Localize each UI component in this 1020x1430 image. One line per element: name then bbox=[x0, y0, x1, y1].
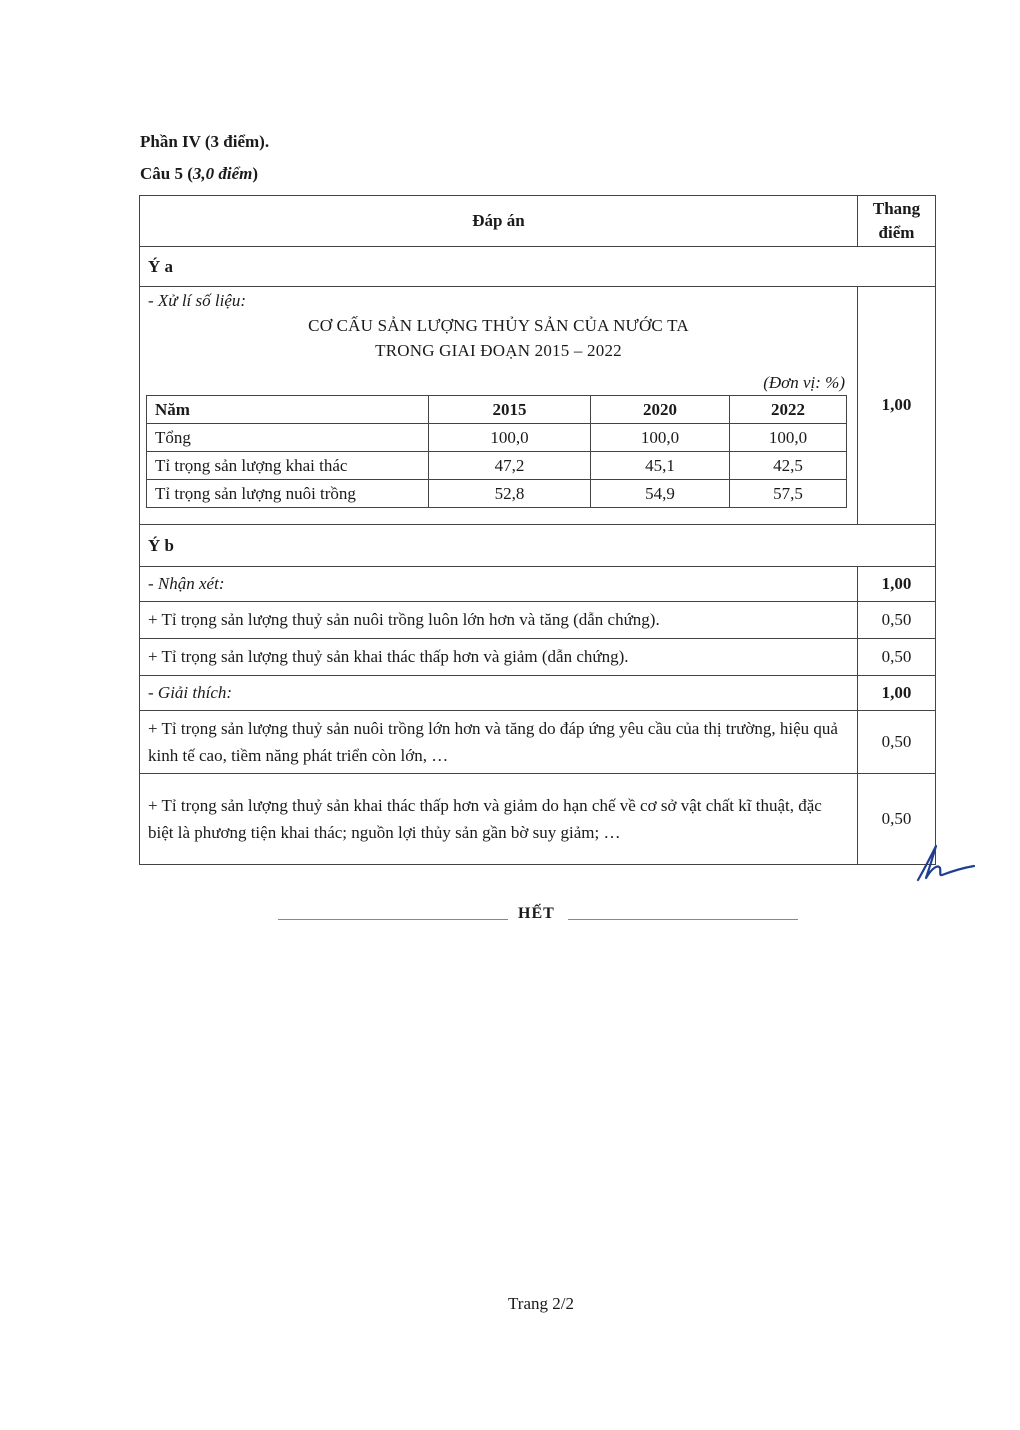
data-table bbox=[146, 395, 847, 508]
signature-mark bbox=[912, 842, 978, 884]
comment-score: 1,00 bbox=[858, 567, 936, 602]
cell-value: 100,0 bbox=[591, 424, 730, 452]
answer-table bbox=[139, 195, 936, 865]
explain-1-score: 0,50 bbox=[858, 711, 936, 774]
cell-value: 52,8 bbox=[429, 480, 591, 508]
end-word: HẾT bbox=[518, 905, 555, 922]
col-2022: 2022 bbox=[730, 396, 847, 424]
part-b-label: Ý b bbox=[140, 525, 936, 567]
part-heading: Phần IV (3 điểm). bbox=[140, 132, 270, 151]
col-2015: 2015 bbox=[429, 396, 591, 424]
explain-2-score: 0,50 bbox=[858, 774, 936, 865]
question-label: Câu 5 ( bbox=[140, 164, 193, 183]
explain-1: + Tỉ trọng sản lượng thuỷ sản nuôi trồng lớn hơn và tăng do đáp ứng yêu cầu của thị trường, hiệu quả kinh tế cao, tiềm năng phát triển còn lớn, … bbox=[140, 711, 858, 774]
cell-value: 57,5 bbox=[730, 480, 847, 508]
col-year: Năm bbox=[147, 396, 429, 424]
data-title-line1: CƠ CẤU SẢN LƯỢNG THỦY SẢN CỦA NƯỚC TA bbox=[308, 316, 689, 335]
score-header bbox=[858, 196, 936, 247]
explain-score: 1,00 bbox=[858, 676, 936, 711]
question-points: 3,0 điểm bbox=[192, 164, 253, 183]
cell-value: 47,2 bbox=[429, 452, 591, 480]
part-a-intro: - Xử lí số liệu: bbox=[148, 291, 247, 310]
score-header-line1: Thang bbox=[872, 199, 921, 218]
part-a-score: 1,00 bbox=[858, 287, 936, 525]
col-2020: 2020 bbox=[591, 396, 730, 424]
comment-2-score: 0,50 bbox=[858, 639, 936, 676]
comment-2: + Tỉ trọng sản lượng thuỷ sản khai thác thấp hơn và giảm (dẫn chứng). bbox=[140, 639, 858, 676]
question-close: ) bbox=[252, 164, 259, 183]
data-table-header-row bbox=[147, 396, 847, 424]
data-unit: (Đơn vị: %) bbox=[763, 373, 845, 392]
part-a-content bbox=[140, 287, 858, 525]
table-row bbox=[147, 480, 847, 508]
score-header-line2: điểm bbox=[878, 223, 915, 242]
cell-value: 42,5 bbox=[730, 452, 847, 480]
end-line-left bbox=[278, 919, 508, 920]
data-title-line2: TRONG GIAI ĐOẠN 2015 – 2022 bbox=[375, 341, 622, 360]
question-heading bbox=[140, 164, 258, 184]
row-label: Tỉ trọng sản lượng nuôi trồng bbox=[147, 480, 429, 508]
page-number: Trang 2/2 bbox=[508, 1294, 574, 1313]
explain-heading: - Giải thích: bbox=[140, 676, 858, 711]
end-line-right bbox=[568, 919, 798, 920]
row-label: Tỉ trọng sản lượng khai thác bbox=[147, 452, 429, 480]
table-row bbox=[147, 452, 847, 480]
cell-value: 100,0 bbox=[730, 424, 847, 452]
end-marker bbox=[278, 905, 798, 929]
comment-1: + Tỉ trọng sản lượng thuỷ sản nuôi trồng luôn lớn hơn và tăng (dẫn chứng). bbox=[140, 602, 858, 639]
comment-heading: - Nhận xét: bbox=[140, 567, 858, 602]
comment-1-score: 0,50 bbox=[858, 602, 936, 639]
cell-value: 45,1 bbox=[591, 452, 730, 480]
signature-stroke bbox=[918, 846, 974, 880]
explain-2: + Tỉ trọng sản lượng thuỷ sản khai thác thấp hơn và giảm do hạn chế về cơ sở vật chất kĩ thuật, đặc biệt là phương tiện khai thác; nguồn lợi thủy sản gần bờ suy giảm; … bbox=[140, 774, 858, 865]
answer-header: Đáp án bbox=[140, 196, 858, 247]
cell-value: 100,0 bbox=[429, 424, 591, 452]
part-a-label: Ý a bbox=[140, 247, 936, 287]
table-row bbox=[147, 424, 847, 452]
cell-value: 54,9 bbox=[591, 480, 730, 508]
row-label: Tổng bbox=[147, 424, 429, 452]
